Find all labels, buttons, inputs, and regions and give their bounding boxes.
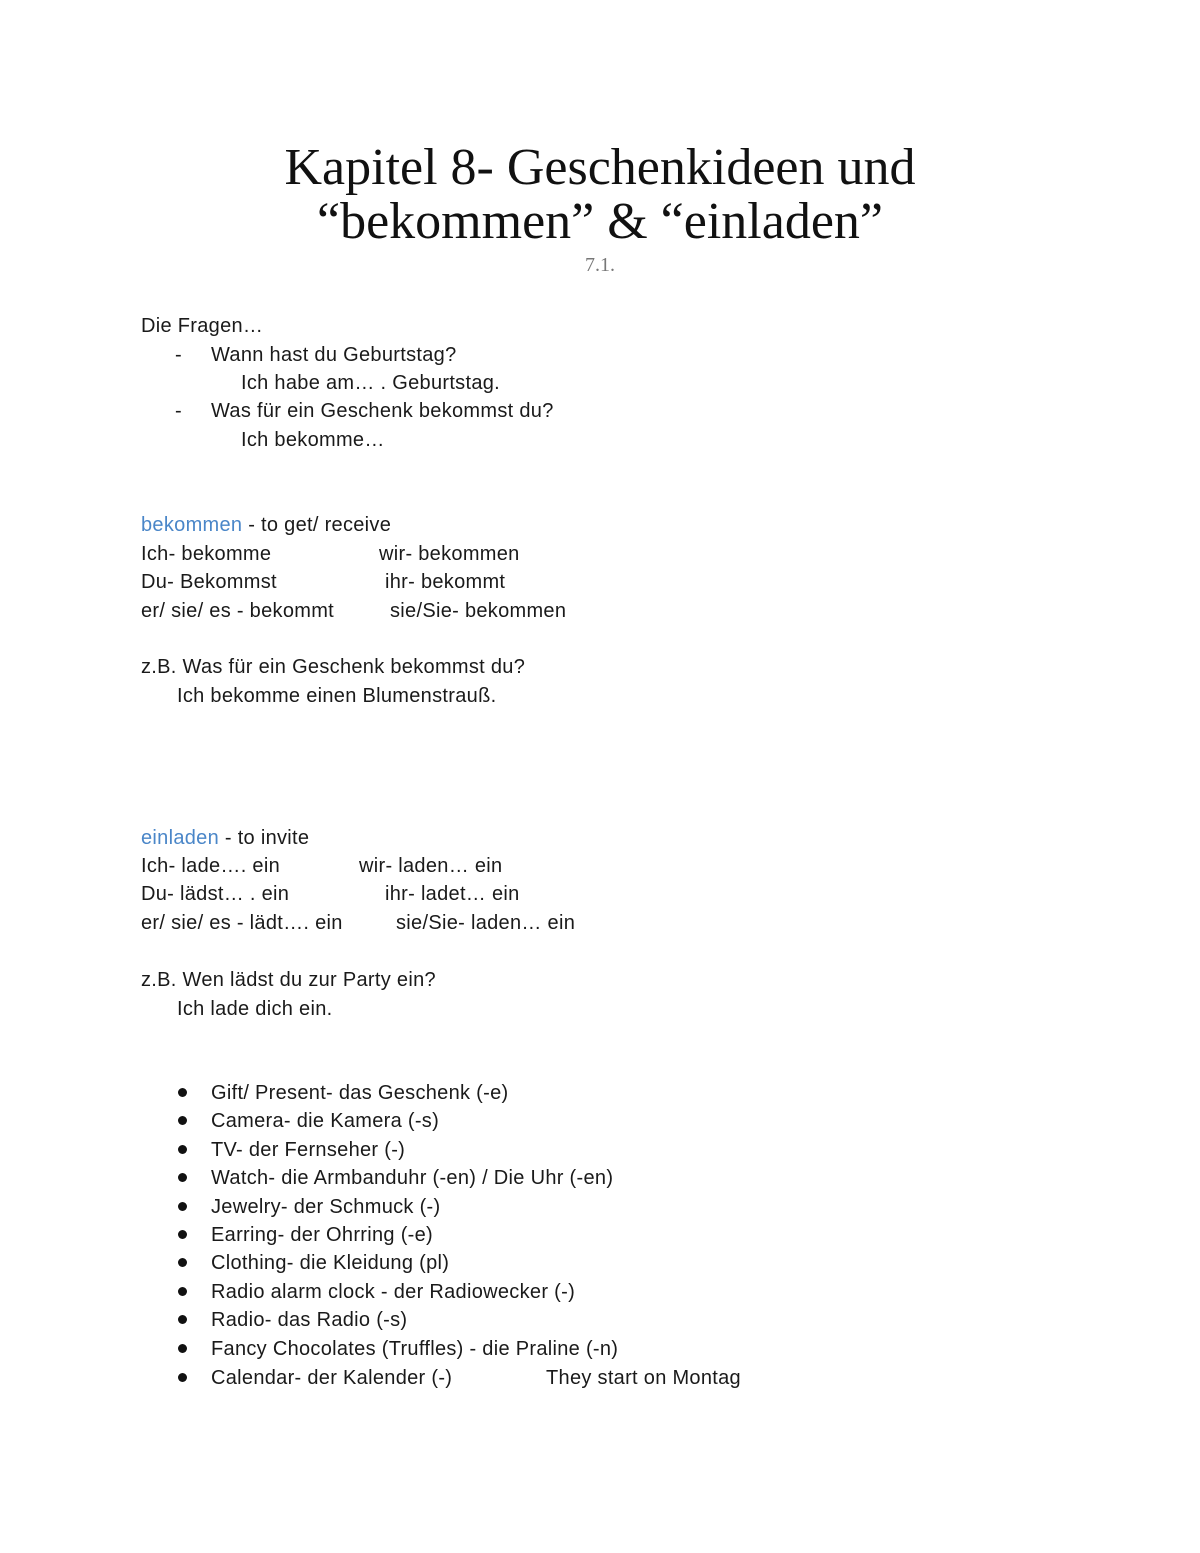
bullet-icon [178,1116,187,1125]
conjugation-left: er/ sie/ es - bekommt [141,600,335,622]
conjugation-right: ihr- bekommt [385,571,506,593]
vocab-item: Earring- der Ohrring (-e) [211,1224,434,1246]
example-answer: Ich bekomme einen Blumenstrauß. [177,685,497,707]
vocab-item: Radio alarm clock - der Radiowecker (-) [211,1281,576,1303]
answer-2: Ich bekomme… [241,429,385,451]
bullet-icon [178,1145,187,1154]
conjugation-right: wir- bekommen [379,543,520,565]
vocab-item: Watch- die Armbanduhr (-en) / Die Uhr (-en) [211,1167,614,1189]
bullet-icon [178,1258,187,1267]
dash-marker: - [175,344,182,366]
vocab-item: Jewelry- der Schmuck (-) [211,1196,441,1218]
vocab-item: TV- der Fernseher (-) [211,1139,406,1161]
answer-1: Ich habe am… . Geburtstag. [241,372,501,394]
verb-meaning: - to get/ receive [242,514,392,536]
vocab-item: Gift/ Present- das Geschenk (-e) [211,1082,509,1104]
conjugation-left: Ich- lade…. ein [141,855,281,877]
conjugation-right: wir- laden… ein [359,855,503,877]
example-question: z.B. Wen lädst du zur Party ein? [141,969,436,991]
questions-heading: Die Fragen… [141,315,264,337]
bullet-icon [178,1373,187,1382]
vocab-item: Calendar- der Kalender (-) [211,1367,453,1389]
bekommen-heading [141,513,391,537]
conjugation-left: Du- Bekommst [141,571,277,593]
conjugation-right: ihr- ladet… ein [385,883,520,905]
bullet-icon [178,1173,187,1182]
bullet-icon [178,1088,187,1097]
vocab-item: Radio- das Radio (-s) [211,1309,408,1331]
bullet-icon [178,1315,187,1324]
example-question: z.B. Was für ein Geschenk bekommst du? [141,656,526,678]
note-text: They start on Montag [546,1367,741,1389]
question-2: Was für ein Geschenk bekommst du? [211,400,554,422]
section-number: 7.1. [585,254,615,276]
vocab-item: Clothing- die Kleidung (pl) [211,1252,450,1274]
question-1: Wann hast du Geburtstag? [211,344,457,366]
vocab-item: Fancy Chocolates (Truffles) - die Praline (-n) [211,1338,619,1360]
dash-marker: - [175,400,182,422]
bullet-icon [178,1202,187,1211]
conjugation-right: sie/Sie- laden… ein [396,912,576,934]
einladen-heading [141,826,309,850]
conjugation-left: er/ sie/ es - lädt…. ein [141,912,343,934]
example-answer: Ich lade dich ein. [177,998,333,1020]
bullet-icon [178,1344,187,1353]
bullet-icon [178,1287,187,1296]
page-title-line-2: “bekommen” & “einladen” [317,193,883,250]
vocab-item: Camera- die Kamera (-s) [211,1110,440,1132]
conjugation-left: Du- lädst… . ein [141,883,290,905]
conjugation-right: sie/Sie- bekommen [390,600,567,622]
verb-bekommen: bekommen [141,514,243,536]
bullet-icon [178,1230,187,1239]
verb-meaning: - to invite [219,827,310,849]
page-title-line-1: Kapitel 8- Geschenkideen und [284,139,916,196]
verb-einladen: einladen [141,827,220,849]
conjugation-left: Ich- bekomme [141,543,272,565]
